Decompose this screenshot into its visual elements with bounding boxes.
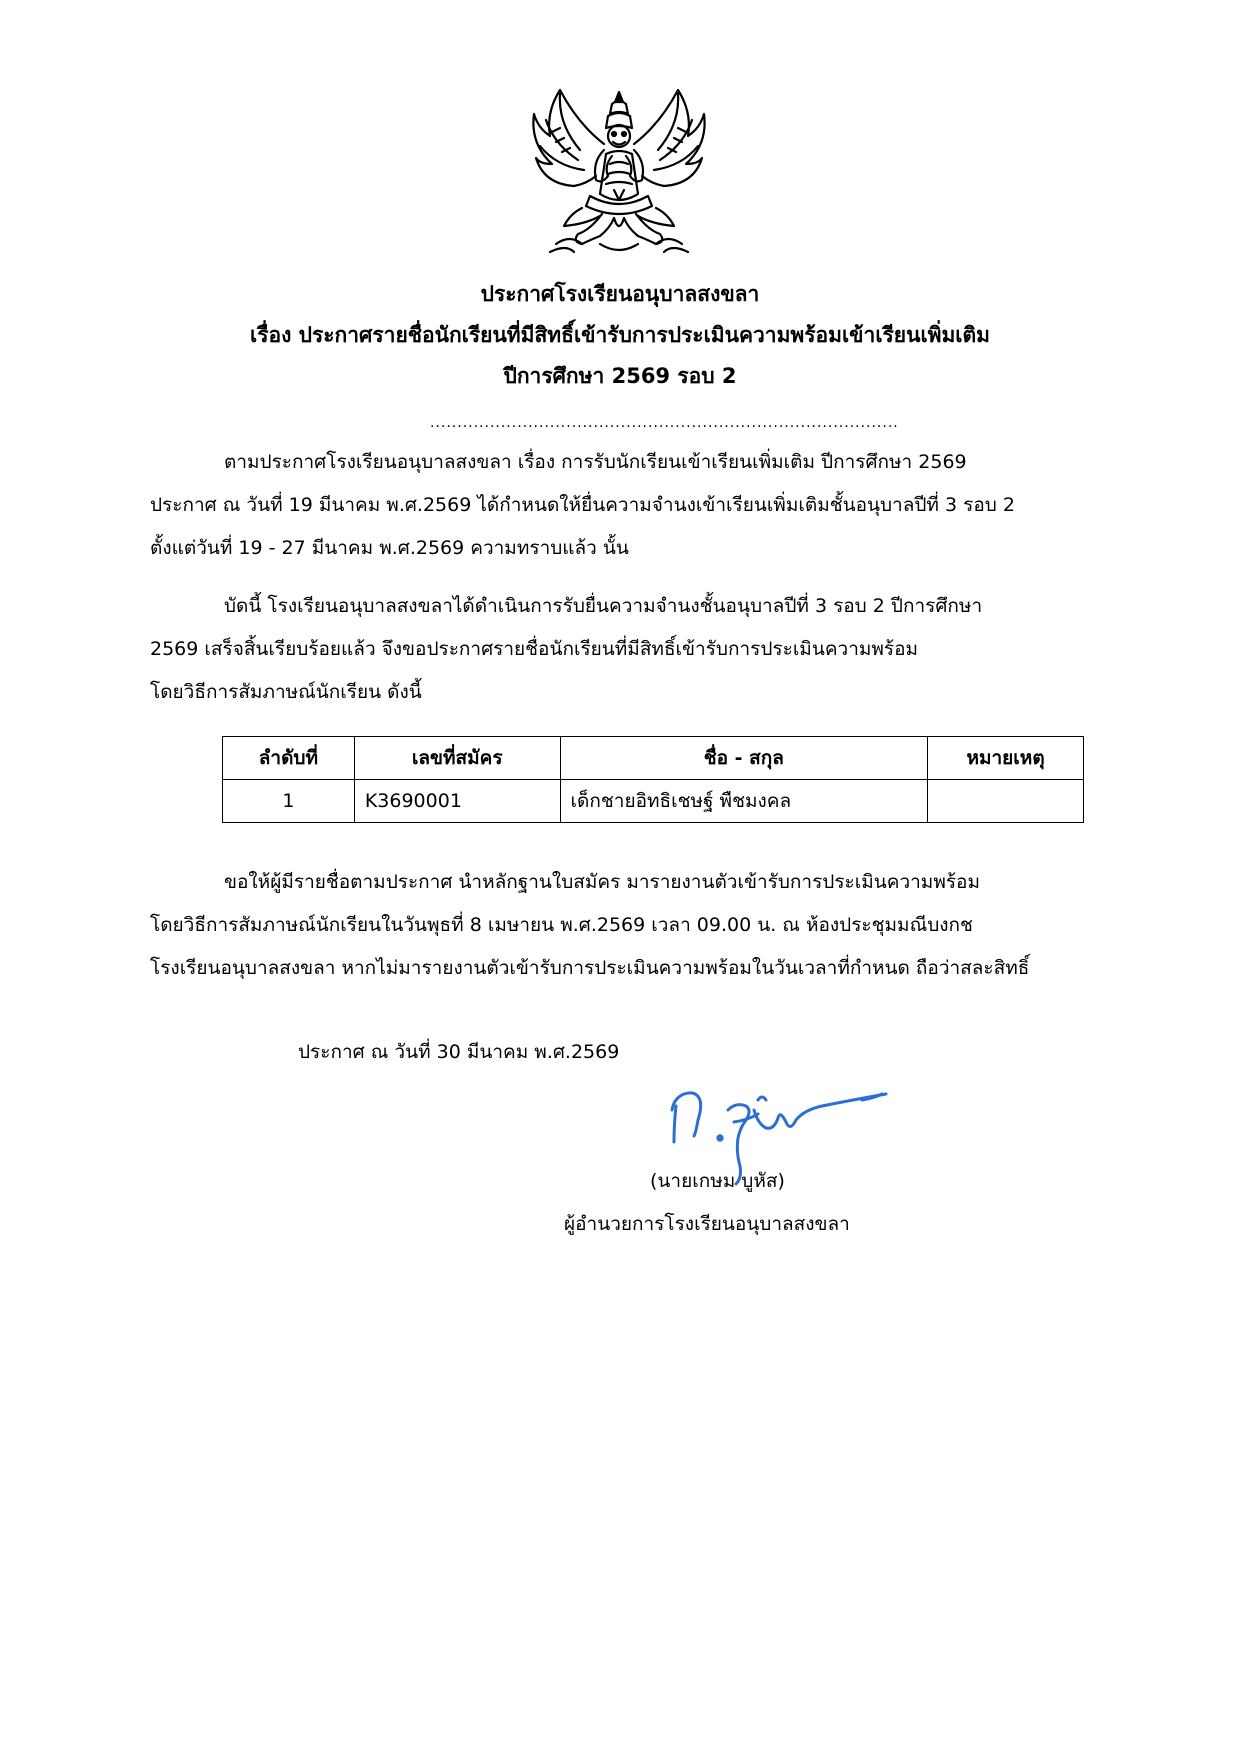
cell-full-name: เด็กชายอิทธิเชษฐ์ พืชมงคล xyxy=(560,780,928,823)
cell-sequence: 1 xyxy=(223,780,355,823)
dotted-divider: ...................................................................................... xyxy=(430,415,899,431)
paragraph-3-line-3: โรงเรียนอนุบาลสงขลา หากไม่มารายงานตัวเข้ารับการประเมินความพร้อมในวันเวลาที่กำหนด ถือว่าสละสิทธิ์ xyxy=(150,957,1030,979)
announcement-date: ประกาศ ณ วันที่ 30 มีนาคม พ.ศ.2569 xyxy=(298,1041,620,1063)
signer-name: (นายเกษม บูหัส) xyxy=(650,1170,785,1192)
header-sequence: ลำดับที่ xyxy=(223,737,355,780)
signer-title: ผู้อำนวยการโรงเรียนอนุบาลสงขลา xyxy=(564,1213,850,1235)
paragraph-3-line-2: โดยวิธีการสัมภาษณ์นักเรียนในวันพุธที่ 8 เมษายน พ.ศ.2569 เวลา 09.00 น. ณ ห้องประชุมมณีบงกช xyxy=(150,914,973,936)
garuda-emblem-icon xyxy=(530,84,708,258)
header-full-name: ชื่อ - สกุล xyxy=(560,737,928,780)
paragraph-2-line-3: โดยวิธีการสัมภาษณ์นักเรียน ดังนี้ xyxy=(150,681,422,703)
paragraph-3-line-1: ขอให้ผู้มีรายชื่อตามประกาศ นำหลักฐานใบสมัคร มารายงานตัวเข้ารับการประเมินความพร้อม xyxy=(224,871,980,893)
cell-application-number: K3690001 xyxy=(354,780,560,823)
paragraph-2-line-2: 2569 เสร็จสิ้นเรียบร้อยแล้ว จึงขอประกาศรายชื่อนักเรียนที่มีสิทธิ์เข้ารับการประเมินความพร้อม xyxy=(150,638,919,660)
academic-year-round: ปีการศึกษา 2569 รอบ 2 xyxy=(503,364,737,388)
table-header-row xyxy=(223,737,1084,780)
header-application-number: เลขที่สมัคร xyxy=(354,737,560,780)
paragraph-1-line-1: ตามประกาศโรงเรียนอนุบาลสงขลา เรื่อง การรับนักเรียนเข้าเรียนเพิ่มเติม ปีการศึกษา 2569 xyxy=(224,451,967,473)
cell-remarks xyxy=(928,780,1084,823)
announcement-title: ประกาศโรงเรียนอนุบาลสงขลา xyxy=(480,282,760,306)
paragraph-1-line-2: ประกาศ ณ วันที่ 19 มีนาคม พ.ศ.2569 ได้กำหนดให้ยื่นความจำนงเข้าเรียนเพิ่มเติมชั้นอนุบาลปีที่ 3 รอบ 2 xyxy=(150,494,1015,516)
paragraph-2-line-1: บัดนี้ โรงเรียนอนุบาลสงขลาได้ดำเนินการรับยื่นความจำนงชั้นอนุบาลปีที่ 3 รอบ 2 ปีการศึกษา xyxy=(224,595,983,617)
announcement-subject: เรื่อง ประกาศรายชื่อนักเรียนที่มีสิทธิ์เข้ารับการประเมินความพร้อมเข้าเรียนเพิ่มเติม xyxy=(250,323,990,347)
table-row xyxy=(223,780,1084,823)
header-remarks: หมายเหตุ xyxy=(928,737,1084,780)
results-table xyxy=(222,736,1084,823)
paragraph-1-line-3: ตั้งแต่วันที่ 19 - 27 มีนาคม พ.ศ.2569 ความทราบแล้ว นั้น xyxy=(150,537,629,559)
